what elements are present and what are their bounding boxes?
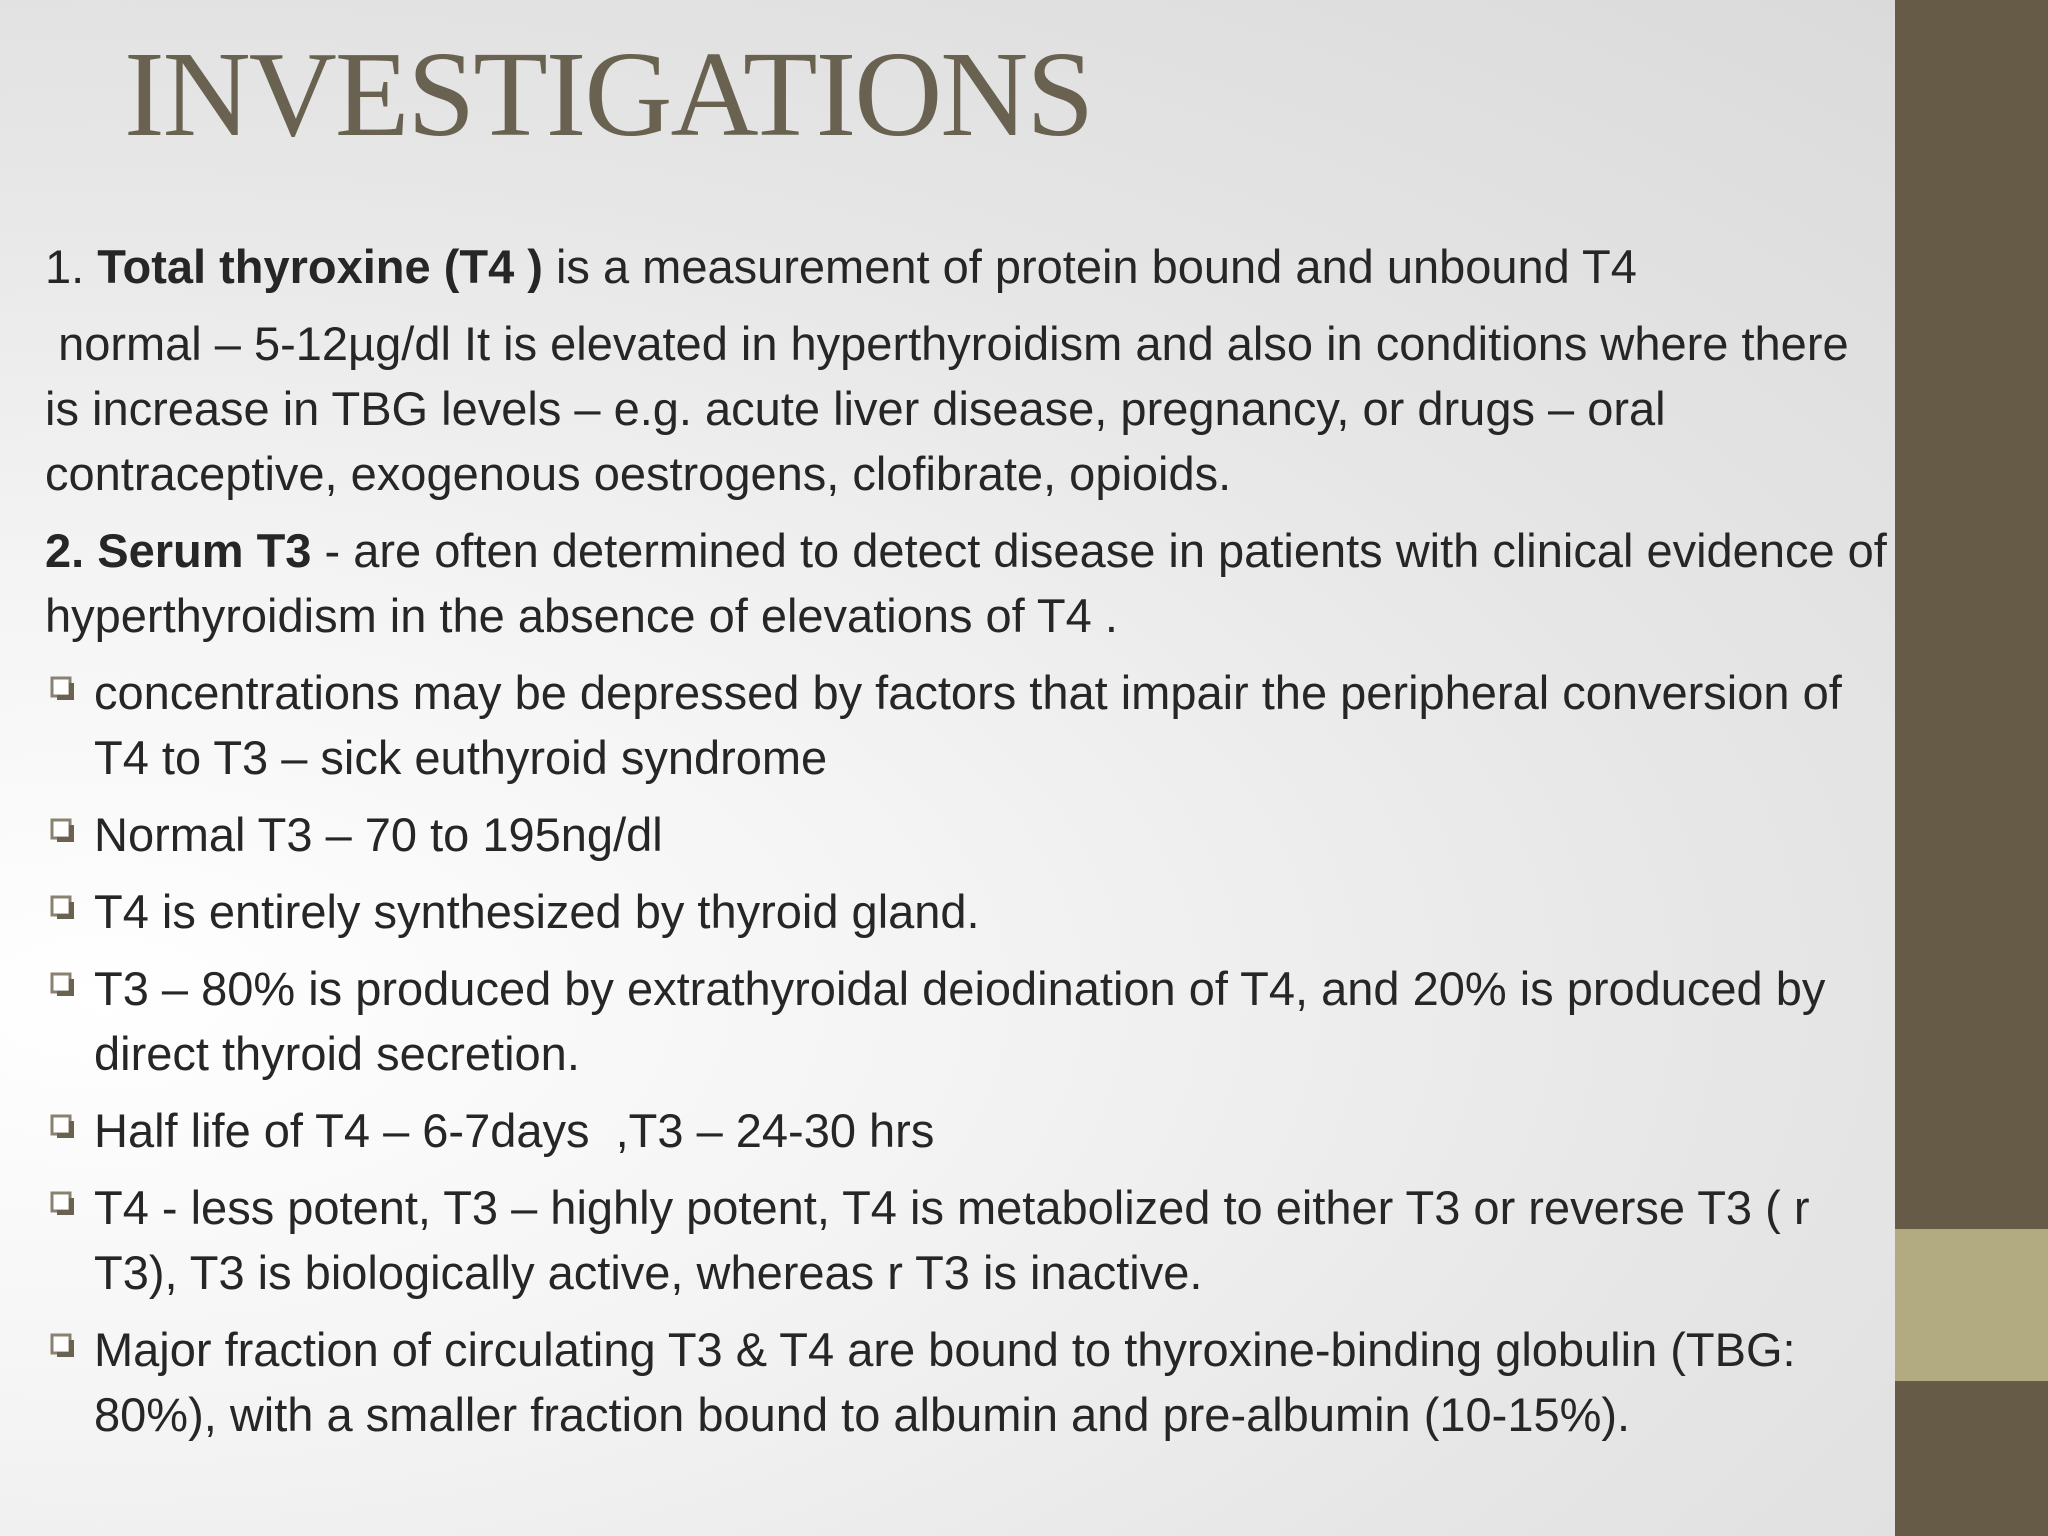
bullet-item	[45, 956, 1890, 1086]
bullet-item	[45, 802, 1890, 867]
bullet-text: T3 – 80% is produced by extrathyroidal deiodination of T4, and 20% is produced by direct thyroid secretion.	[94, 962, 1826, 1080]
section-detail-text: normal – 5-12µg/dl It is elevated in hyperthyroidism and also in conditions where there is increase in TBG levels – e.g. acute liver disease, pregnancy, or drugs – oral contraceptive, exogenous oestrogens, clofibrate, opioids.	[45, 317, 1849, 500]
bullet-text: Normal T3 – 70 to 195ng/dl	[94, 808, 663, 861]
hollow-square-bullet-icon	[50, 676, 76, 702]
bullet-text: concentrations may be depressed by factors that impair the peripheral conversion of T4 to T3 – sick euthyroid syndrome	[94, 666, 1842, 784]
bullet-text: Half life of T4 – 6-7days ,T3 – 24-30 hrs	[94, 1104, 935, 1157]
side-bar-accent-block	[1895, 1229, 2048, 1381]
bullet-text: Major fraction of circulating T3 & T4 are bound to thyroxine-binding globulin (TBG: 80%), with a smaller fraction bound to albumin and pre-albumin (10-15%).	[94, 1323, 1796, 1441]
hollow-square-bullet-icon	[50, 818, 76, 844]
bullet-item	[45, 1175, 1890, 1305]
section-number: 1.	[45, 240, 85, 293]
hollow-square-bullet-icon	[50, 972, 76, 998]
hollow-square-bullet-icon	[50, 1114, 76, 1140]
section-serum-t3	[45, 518, 1890, 648]
slide-content	[45, 234, 1890, 1459]
slide-title: INVESTIGATIONS	[124, 27, 1093, 162]
section-total-thyroxine	[45, 234, 1890, 299]
section-heading-serum-t3: 2. Serum T3	[45, 524, 312, 577]
bullet-text: T4 is entirely synthesized by thyroid gland.	[94, 885, 980, 938]
bullet-item	[45, 879, 1890, 944]
bullet-item	[45, 1317, 1890, 1447]
section-heading-total-thyroxine: Total thyroxine (T4 )	[97, 240, 543, 293]
hollow-square-bullet-icon	[50, 1333, 76, 1359]
section-intro: is a measurement of protein bound and unbound T4	[555, 240, 1637, 293]
hollow-square-bullet-icon	[50, 1191, 76, 1217]
bullet-list	[45, 660, 1890, 1447]
bullet-text: T4 - less potent, T3 – highly potent, T4 is metabolized to either T3 or reverse T3 ( r T3), T3 is biologically active, whereas r T3 is inactive.	[94, 1181, 1810, 1299]
bullet-item	[45, 1098, 1890, 1163]
bullet-item	[45, 660, 1890, 790]
section-total-thyroxine-detail	[45, 311, 1890, 506]
hollow-square-bullet-icon	[50, 895, 76, 921]
section-serum-t3-text: - are often determined to detect disease in patients with clinical evidence of hyperthyroidism in the absence of elevations of T4 .	[45, 524, 1887, 642]
